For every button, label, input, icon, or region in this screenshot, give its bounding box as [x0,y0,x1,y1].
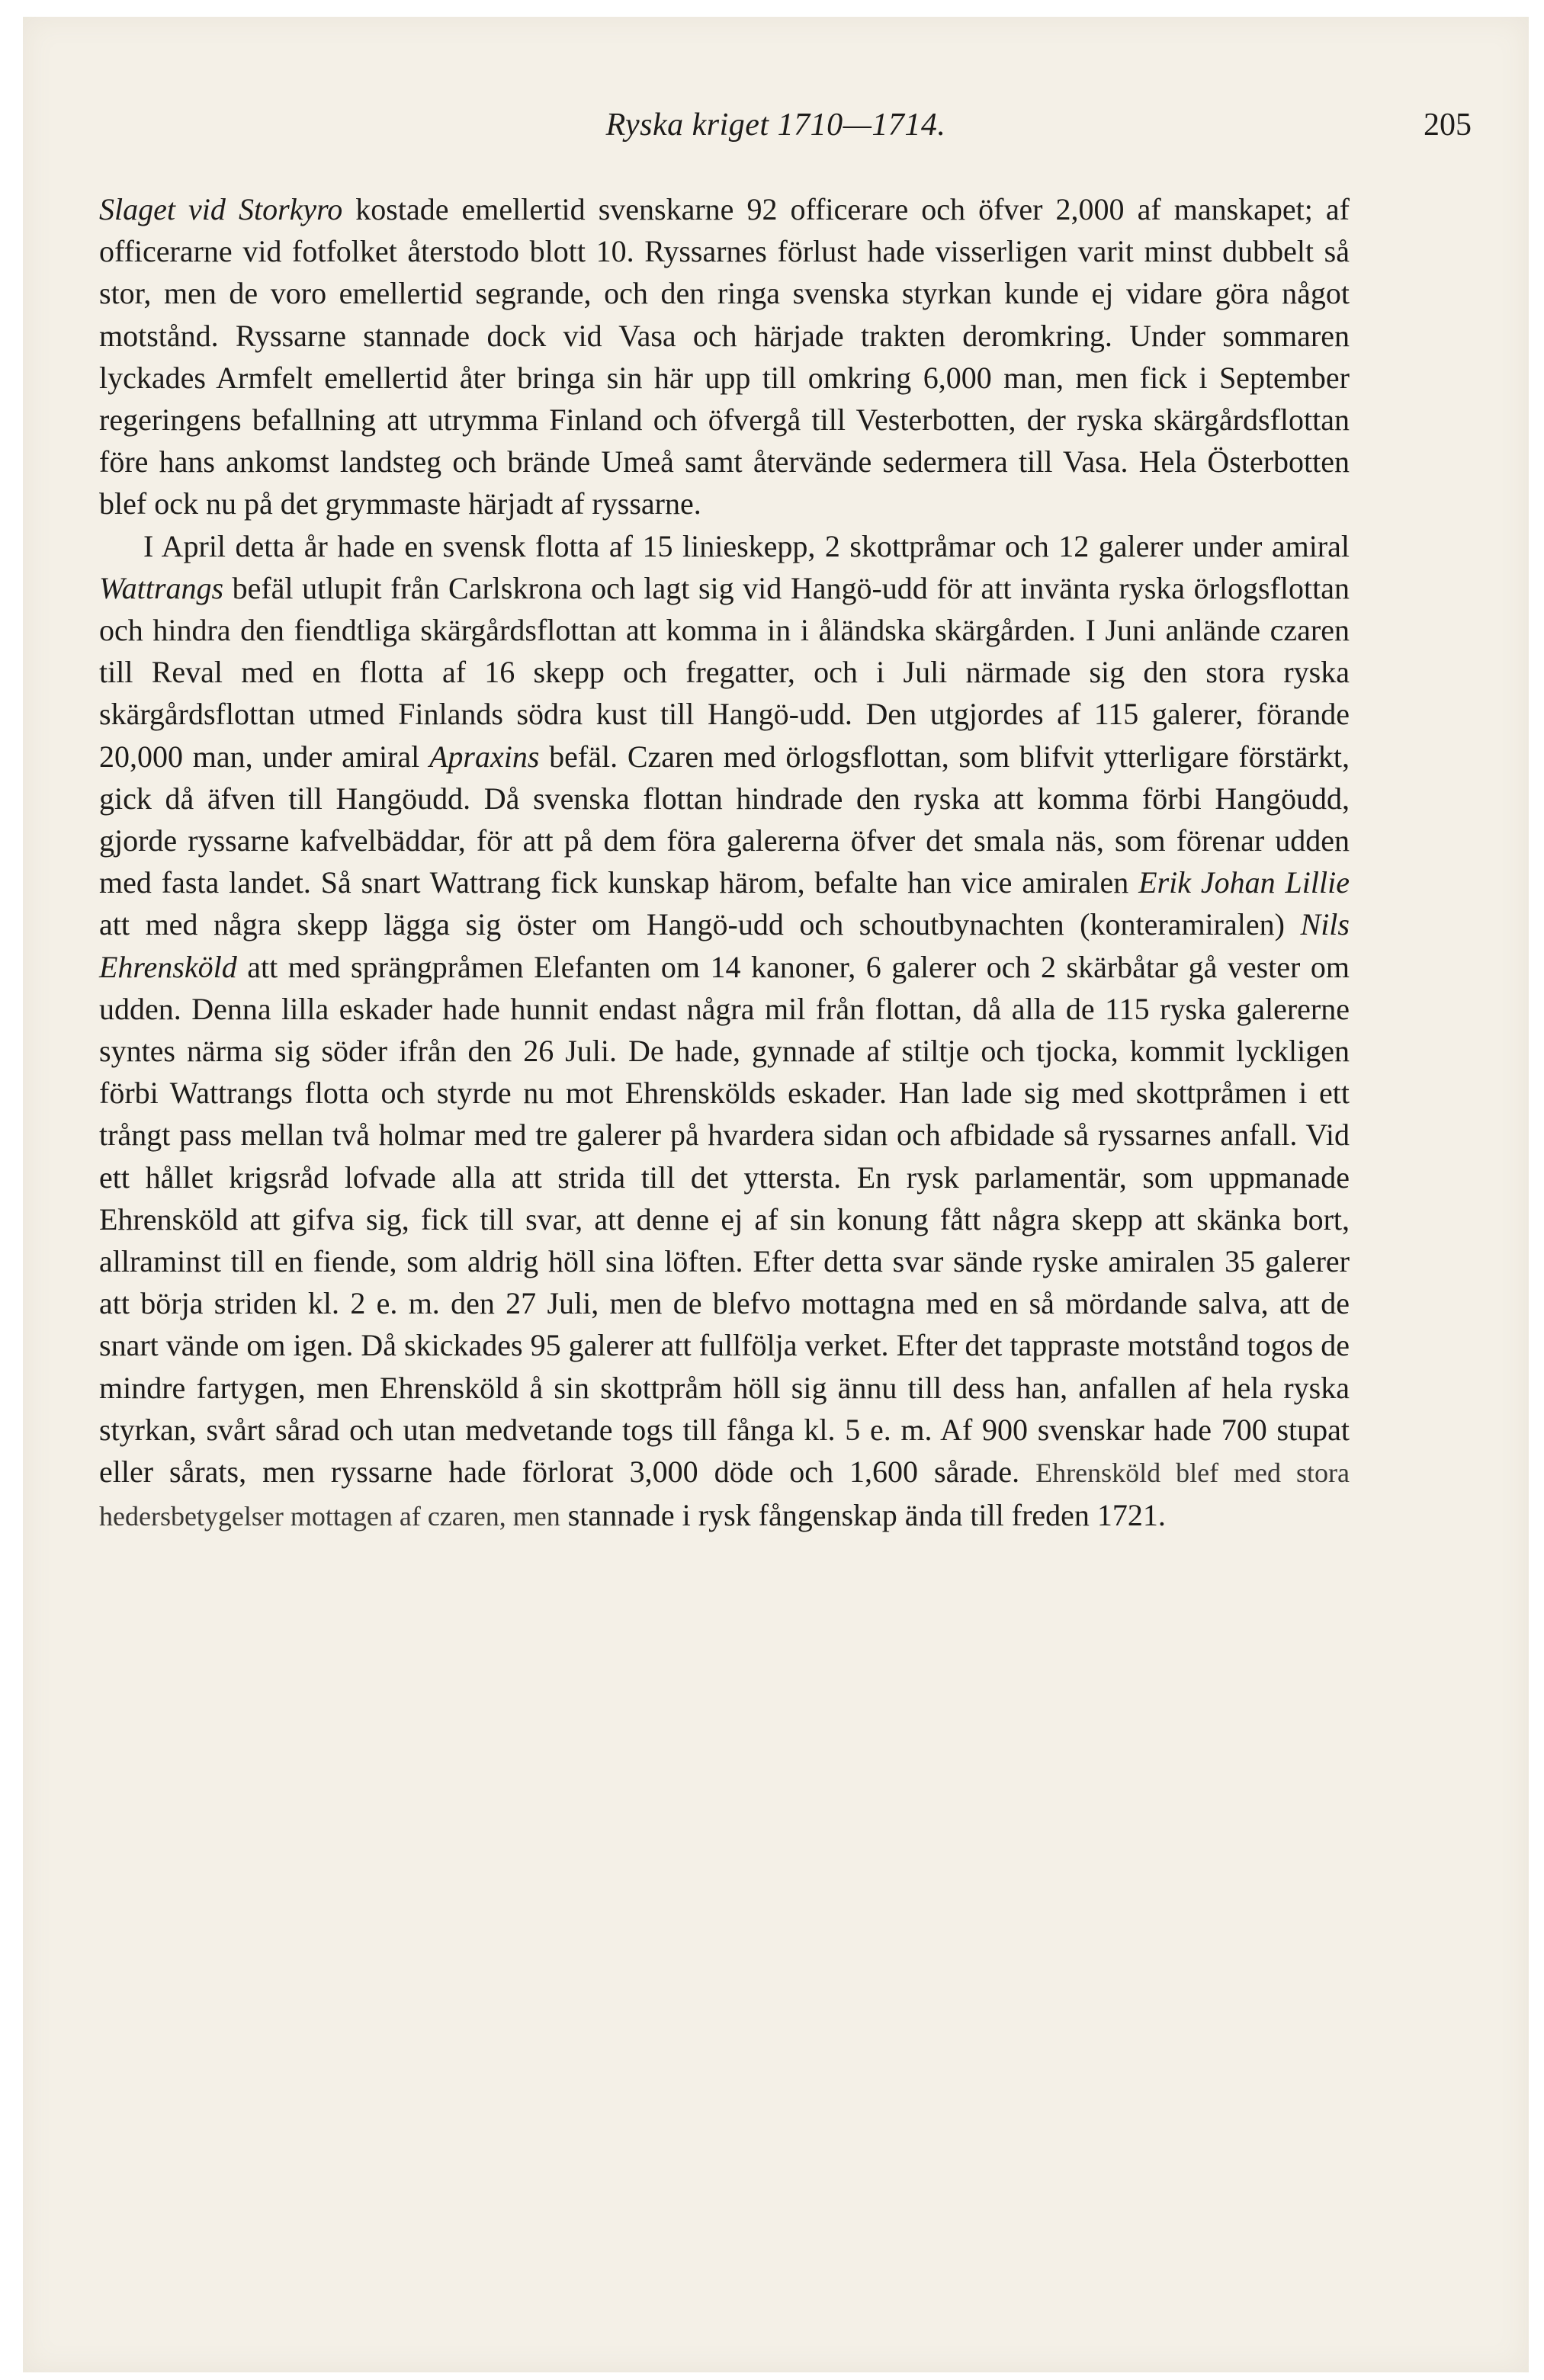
faint-text-segment: Ehrensköld blef med stora hedersbetygelser mottagen af czaren, men [99,1458,1350,1532]
text-segment: att med sprängpråmen Elefanten om 14 kanoner, 6 galerer och 2 skärbåtar gå vester om udden. Denna lilla eskader hade hunnit endast några mil från flottan, då alla de 115 ryska galererne syntes närma sig söder ifrån den 26 Juli. De hade, gynnade af stiltje och tjocka, kommit lyckligen förbi Wattrangs flotta och styrde nu mot Ehrenskölds eskader. Han lade sig med skottpråmen i ett trångt pass mellan två holmar med tre galerer på hvardera sidan och afbidade så ryssarnes anfall. Vid ett hållet krigsråd lofvade alla att strida till det yttersta. En rysk parlamentär, som uppmanade Ehrensköld att gifva sig, fick till svar, att denne ej af sin konung fått några skepp att skänka bort, allraminst till en fiende, som aldrig höll sina löften. Efter detta svar sände ryske amiralen 35 galerer att börja striden kl. 2 e. m. den 27 Juli, men de blefvo mottagna med en så mördande salva, att de snart vände om igen. Då skickades 95 galerer att fullfölja verket. Efter det tappraste motstånd togos de mindre fartygen, men Ehrensköld å sin skottpråm höll sig ännu till dess han, anfallen af hela ryska styrkan, svårt sårad och utan medvetande togs till fånga kl. 5 e. m. Af 900 svenskar hade 700 stupat eller sårats, men ryssarne hade förlorat 3,000 döde och 1,600 sårade. [99,949,1350,1490]
person-name: Wattrangs [99,570,224,605]
paragraph [99,188,1350,525]
text-segment: kostade emellertid svenskarne 92 officerare och öfver 2,000 af manskapet; af officerarne vid fotfolket återstodo blott 10. Ryssarnes förlust hade visserligen varit minst dubbelt så stor, men de voro emellertid segrande, och den ringa svenska styrkan kunde ej vidare göra något motstånd. Ryssarne stannade dock vid Vasa och härjade trakten deromkring. Under sommaren lyckades Armfelt emellertid åter bringa sin här upp till omkring 6,000 man, men fick i September regeringens befallning att utrymma Finland och öfvergå till Vesterbotten, der ryska skärgårdsflottan före hans ankomst landsteg och brände Umeå samt återvände sedermera till Vasa. Hela Österbotten blef ock nu på det grymmaste härjadt af ryssarne. [99,192,1350,521]
person-name: Apraxins [429,739,540,774]
paragraph [99,525,1350,1538]
page-header [23,107,1529,160]
person-name: Erik Johan Lillie [1138,865,1350,900]
running-title: Ryska kriget 1710—1714. [605,107,946,143]
page-number: 205 [1424,107,1472,143]
book-page [23,17,1529,2372]
text-segment: Slaget vid Storkyro [99,192,343,226]
text-segment: att med några skepp lägga sig öster om Hangö-udd och schoutbynachten (konteramiralen) [99,907,1301,942]
text-segment: I April detta år hade en svensk flotta af 15 linieskepp, 2 skottpråmar och 12 galerer under amiral [143,528,1350,563]
text-segment: stannade i rysk fångenskap ända till freden 1721. [560,1498,1166,1533]
body-text [99,188,1350,1538]
text-segment: befäl utlupit från Carlskrona och lagt sig vid Hangö-udd för att invänta ryska örlogsflottan och hindra den fiendtliga skärgårdsflottan att komma in i åländska skärgården. I Juni anlände czaren till Reval med en flotta af 16 skepp och fregatter, och i Juli närmade sig den stora ryska skärgårdsflottan utmed Finlands södra kust till Hangö-udd. Den utgjordes af 115 galerer, förande 20,000 man, under amiral [99,570,1350,774]
person-name: Nils Ehrensköld [99,907,1350,984]
text-segment: befäl. Czaren med örlogsflottan, som blifvit ytterligare förstärkt, gick då äfven till Hangöudd. Då svenska flottan hindrade den ryska att komma förbi Hangöudd, gjorde ryssarne kafvelbäddar, för att på dem föra galererna öfver det smala näs, som förenar udden med fasta landet. Så snart Wattrang fick kunskap härom, befalte han vice amiralen [99,739,1350,900]
